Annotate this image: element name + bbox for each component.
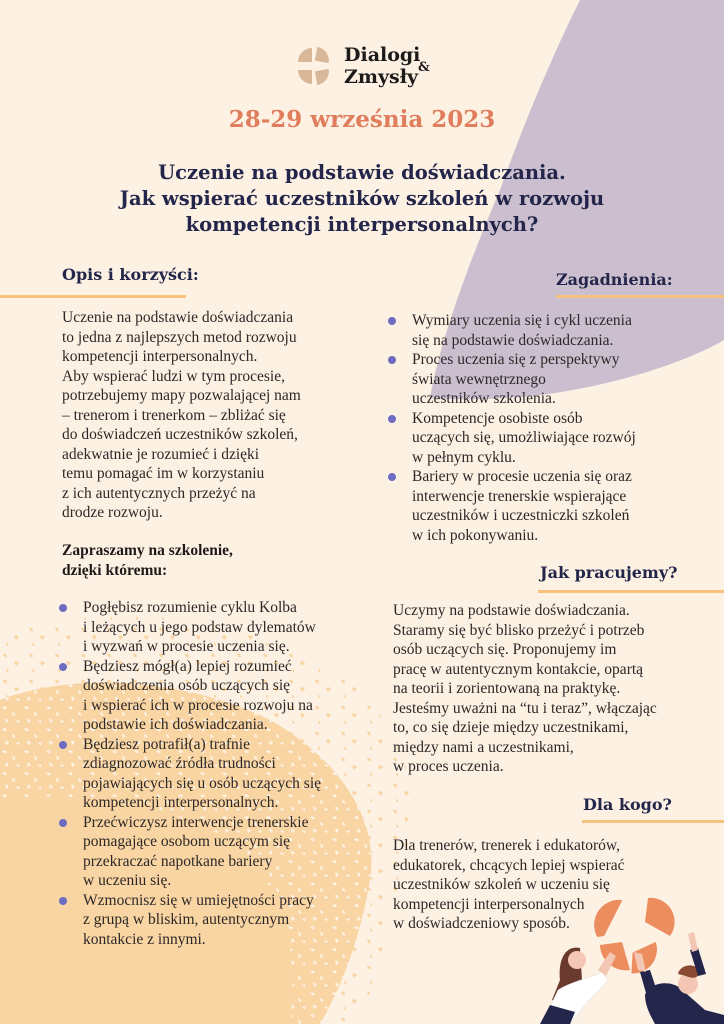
event-date: 28-29 września 2023 [228, 106, 496, 133]
list-item-line: z grupą w bliskim, autentycznym [83, 911, 290, 928]
text-line: Staramy się być blisko przeżyć i potrzeb [393, 621, 645, 639]
bullet-dot-icon [59, 741, 67, 749]
text-line: pracę w autentycznym kontakcie, opartą [393, 660, 644, 678]
text-line: edukatorek, chcących lepiej wspierać [393, 856, 625, 874]
topics-list [388, 311, 708, 545]
list-item [59, 657, 359, 735]
list-item-line: Będziesz potrafił(a) trafnie [83, 735, 250, 753]
four-petal-logo-icon [292, 44, 336, 88]
list-item-line: Będziesz mógł(a) lepiej rozumieć [83, 657, 292, 675]
text-line: – trenerom i trenerkom – zbliżać się [62, 406, 286, 424]
section-divider-zagadnienia [556, 295, 724, 298]
bullet-dot-icon [59, 897, 67, 905]
list-item [388, 350, 708, 409]
text-line: to jedna z najlepszych metod rozwoju [62, 328, 297, 346]
list-item-line: podstawie ich doświadczania. [83, 716, 268, 733]
bullet-dot-icon [59, 663, 67, 671]
list-item [59, 813, 359, 891]
list-item [59, 891, 359, 950]
section-heading-jak-pracujemy: Jak pracujemy? [540, 563, 678, 582]
text-line: adekwatnie je rozumieć i dzięki [62, 445, 260, 463]
text-line: uczestników szkoleń w uczeniu się [393, 876, 610, 893]
text-line: kompetencji interpersonalnych [393, 895, 585, 913]
text-line: Dla trenerów, trenerek i edukatorów, [393, 837, 620, 854]
section-heading-zagadnienia: Zagadnienia: [556, 270, 673, 289]
list-item-line: Przećwiczysz interwencje trenerskie [83, 813, 309, 831]
text-line: Jesteśmy uważni na “tu i teraz”, włączając [393, 699, 657, 717]
bullet-dot-icon [388, 415, 396, 423]
page-title [100, 160, 624, 238]
text-line: w doświadczeniowy sposób. [393, 915, 570, 932]
list-item-line: i wyzwań w procesie uczenia się. [83, 638, 290, 655]
list-item-line: uczestników szkolenia. [412, 390, 556, 407]
list-item-line: w pełnym cyklu. [412, 448, 516, 466]
list-item-line: Wymiary uczenia się i cykl uczenia [412, 312, 632, 329]
method-paragraph [393, 601, 713, 777]
text-line: w proces uczenia. [393, 758, 504, 775]
list-item [388, 409, 708, 468]
text-line: między nami a uczestnikami, [393, 738, 574, 756]
bullet-dot-icon [388, 473, 396, 481]
list-item-line: w ich pokonywaniu. [412, 526, 539, 544]
list-item-line: Wzmocnisz się w umiejętności pracy [83, 891, 314, 909]
list-item-line: w uczeniu się. [83, 872, 172, 889]
section-heading-dla-kogo: Dla kogo? [583, 795, 672, 814]
list-item-line: interwencje trenerskie wspierające [412, 487, 627, 505]
list-item-line: Kompetencje osobiste osób [412, 409, 583, 427]
people-assembling-logo-illustration-icon [530, 890, 724, 1024]
invitation-heading-line1: Zapraszamy na szkolenie, [62, 542, 233, 559]
list-item-line: uczestników i uczestniczki szkoleń [412, 507, 630, 524]
text-line: do doświadczeń uczestników szkoleń, [62, 426, 298, 443]
invitation-heading-line2: dzięki któremu: [62, 562, 168, 579]
text-line: Uczymy na podstawie doświadczania. [393, 602, 630, 619]
text-line: potrzebujemy mapy pozwalającej nam [62, 387, 301, 404]
text-line: temu pomagać im w korzystaniu [62, 465, 265, 482]
list-item [59, 735, 359, 813]
text-line: na teorii i zorientowaną na praktykę. [393, 680, 621, 697]
bullet-dot-icon [388, 356, 396, 364]
benefits-list [59, 598, 359, 949]
text-line: osób uczących się. Proponujemy im [393, 641, 617, 658]
section-divider-opis [0, 295, 186, 298]
list-item-line: się na podstawie doświadczania. [412, 331, 614, 349]
list-item-line: doświadczenia osób uczących się [83, 677, 291, 694]
title-line-3: kompetencji interpersonalnych? [185, 213, 539, 236]
list-item-line: i leżących u jego podstaw dylematów [83, 618, 316, 636]
list-item [388, 467, 708, 545]
bullet-dot-icon [59, 604, 67, 612]
list-item-line: przekraczać napotkane bariery [83, 852, 273, 870]
list-item-line: pojawiających się u osób uczących się [83, 774, 322, 792]
list-item-line: uczących się, umożliwiające rozwój [412, 429, 636, 446]
title-line-1: Uczenie na podstawie doświadczania. [158, 161, 566, 184]
invitation-heading [62, 541, 233, 581]
list-item-line: kompetencji interpersonalnych. [83, 794, 279, 811]
list-item-line: Bariery w procesie uczenia się oraz [412, 468, 632, 485]
list-item-line: i wspierać ich w procesie rozwoju na [83, 696, 313, 714]
list-item [388, 311, 708, 350]
list-item-line: Proces uczenia się z perspektywy [412, 351, 620, 368]
bullet-dot-icon [59, 819, 67, 827]
brand-name-line2: Zmysły [344, 66, 419, 88]
section-divider-dla-kogo [582, 820, 724, 823]
brand-logo [292, 44, 430, 88]
list-item-line: kontakcie z innymi. [83, 930, 206, 948]
text-line: drodze rozwoju. [62, 504, 163, 521]
bullet-dot-icon [388, 317, 396, 325]
list-item-line: pomagające osobom uczącym się [83, 833, 291, 850]
text-line: to, co się dzieje między uczestnikami, [393, 719, 629, 736]
brand-name [344, 44, 430, 88]
title-line-2: Jak wspierać uczestników szkoleń w rozwoju [119, 187, 605, 210]
brand-name-line1: Dialogi [344, 44, 421, 66]
text-line: kompetencji interpersonalnych. [62, 348, 258, 365]
list-item-line: zdiagnozować źródła trudności [83, 755, 276, 772]
opis-paragraph [62, 308, 362, 523]
text-line: Aby wspierać ludzi w tym procesie, [62, 367, 285, 385]
section-heading-opis: Opis i korzyści: [62, 265, 199, 284]
list-item-line: Pogłębisz rozumienie cyklu Kolba [83, 599, 297, 616]
section-divider-jak-pracujemy [538, 590, 724, 593]
list-item [59, 598, 359, 657]
text-line: Uczenie na podstawie doświadczania [62, 309, 294, 326]
list-item-line: świata wewnętrznego [412, 370, 546, 388]
brand-ampersand: & [418, 60, 430, 75]
text-line: z ich autentycznych przeżyć na [62, 484, 256, 502]
